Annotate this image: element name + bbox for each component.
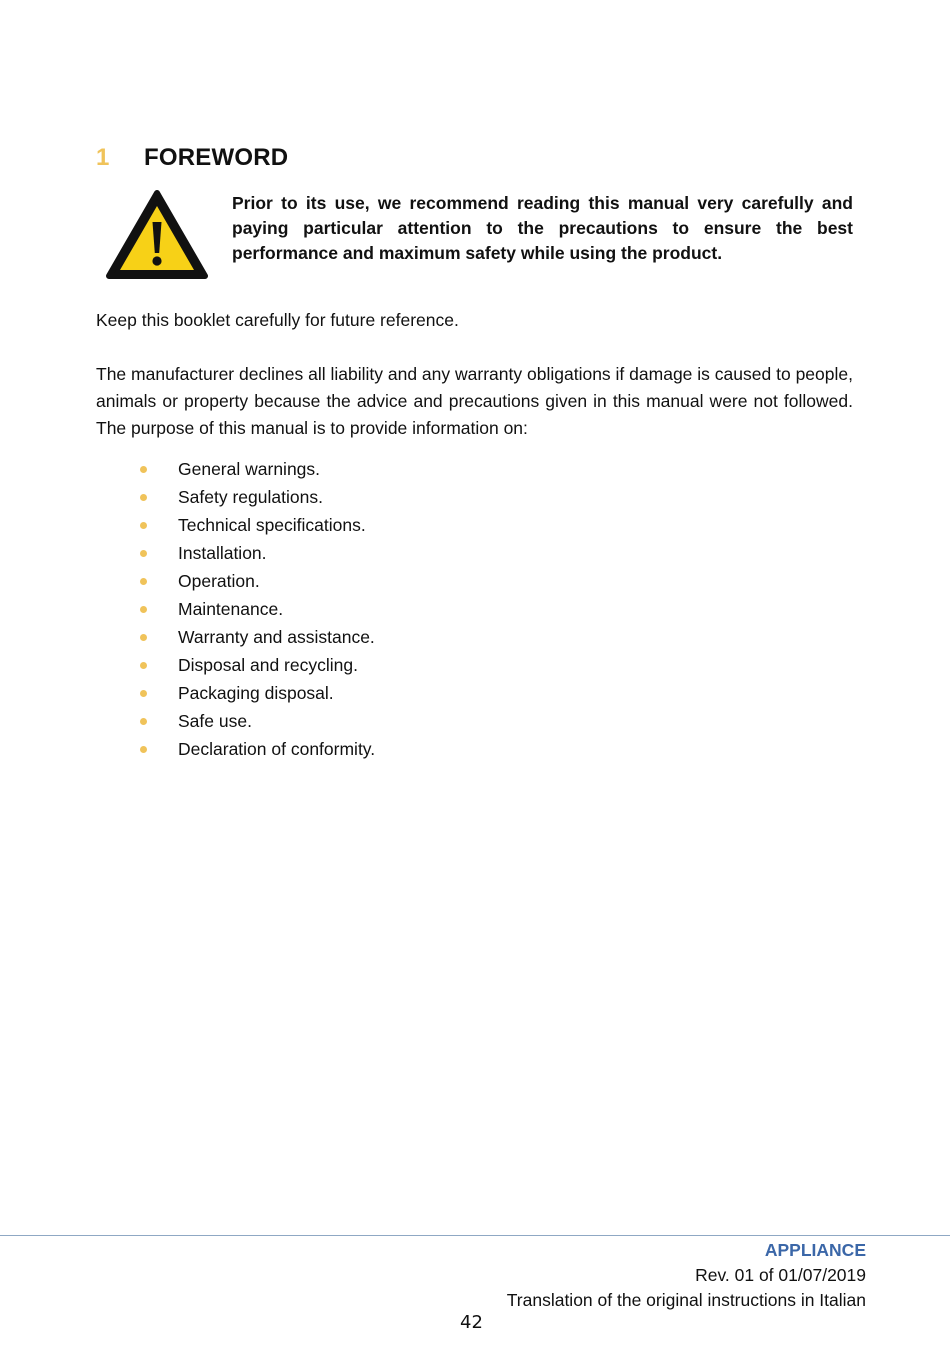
bullet-icon — [140, 718, 147, 725]
list-item-label: Installation. — [178, 543, 267, 563]
warning-triangle-icon — [106, 190, 208, 282]
warning-message: Prior to its use, we recommend reading this manual very carefully and paying particular attention to the precautions to ensure the best performance and maximum safety while using the product. — [232, 193, 853, 263]
bullet-icon — [140, 606, 147, 613]
list-item-label: Warranty and assistance. — [178, 627, 375, 647]
list-item — [136, 623, 375, 651]
bullet-icon — [140, 466, 147, 473]
footer-translation-note: Translation of the original instructions in Italian — [506, 1290, 866, 1310]
list-item-label: Declaration of conformity. — [178, 739, 376, 759]
bullet-icon — [140, 634, 147, 641]
list-item-label: Packaging disposal. — [178, 683, 334, 703]
bullet-icon — [140, 690, 147, 697]
list-item — [136, 539, 375, 567]
list-item — [136, 651, 375, 679]
page-number: 42 — [460, 1312, 483, 1333]
page-footer — [507, 1238, 866, 1313]
list-item-label: Maintenance. — [178, 599, 284, 619]
liability-paragraph: The manufacturer declines all liability and any warranty obligations if damage is caused to people, animals or property because the advice and precautions given in this manual were not followed. The purpose of this manual is to provide information on: — [96, 364, 853, 438]
topics-list — [136, 455, 375, 763]
bullet-icon — [140, 522, 147, 529]
list-item — [136, 595, 375, 623]
bullet-icon — [140, 662, 147, 669]
list-item-label: Operation. — [178, 571, 260, 591]
list-item — [136, 707, 375, 735]
footer-divider — [0, 1235, 950, 1236]
section-heading — [96, 144, 288, 172]
list-item — [136, 735, 375, 763]
list-item-label: Safe use. — [178, 711, 252, 731]
footer-brand: APPLIANCE — [764, 1240, 866, 1260]
keep-booklet-paragraph: Keep this booklet carefully for future reference. — [96, 310, 459, 330]
footer-revision: Rev. 01 of 01/07/2019 — [695, 1265, 866, 1285]
list-item-label: Disposal and recycling. — [178, 655, 358, 675]
section-title: FOREWORD — [144, 144, 289, 171]
list-item-label: Technical specifications. — [178, 515, 366, 535]
list-item — [136, 455, 375, 483]
section-number: 1 — [96, 144, 110, 171]
list-item — [136, 483, 375, 511]
bullet-icon — [140, 746, 147, 753]
bullet-icon — [140, 550, 147, 557]
list-item-label: General warnings. — [178, 459, 321, 479]
list-item-label: Safety regulations. — [178, 487, 323, 507]
bullet-icon — [140, 578, 147, 585]
list-item — [136, 679, 375, 707]
bullet-icon — [140, 494, 147, 501]
list-item — [136, 567, 375, 595]
list-item — [136, 511, 375, 539]
